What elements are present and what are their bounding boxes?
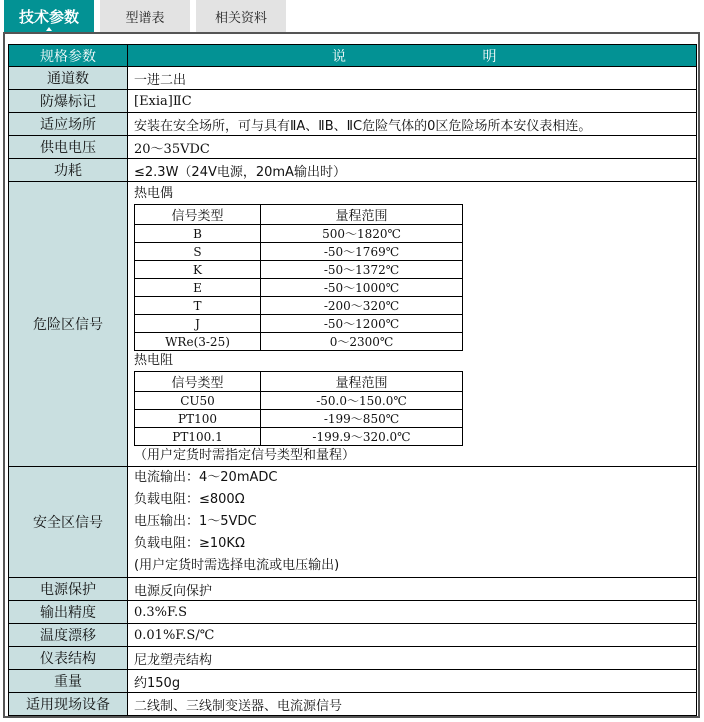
tab-label: 技术参数 — [18, 7, 79, 26]
hazard-note: （用户定货时需指定信号类型和量程） — [134, 448, 356, 463]
table-row: S -50～1769℃ — [135, 243, 463, 261]
table-row — [9, 113, 697, 136]
thermocouple-table: 信号类型 量程范围 B 500～1820℃ S -50～1769℃ K -50～1372℃ E -50～1000℃ T -200～320℃ J -50～1200℃ WRe(3-25) 0～2300℃ — [134, 204, 463, 351]
table-row: K -50～1372℃ — [135, 261, 463, 279]
row-key: 重量 — [9, 670, 128, 693]
row-key: 安全区信号 — [9, 467, 128, 578]
row-key: 通道数 — [9, 67, 128, 90]
table-row: T -200～320℃ — [135, 297, 463, 315]
table-row — [9, 647, 697, 670]
spec-table — [8, 44, 697, 716]
row-key: 功耗 — [9, 159, 128, 182]
hazard-value — [128, 182, 697, 467]
row-value: 尼龙塑壳结构 — [128, 647, 697, 670]
row-key: 适应场所 — [9, 113, 128, 136]
tab-label: 相关资料 — [214, 10, 267, 26]
table-row — [9, 624, 697, 647]
table-row — [9, 578, 697, 601]
table-row: B 500～1820℃ — [135, 225, 463, 243]
table-row: J -50～1200℃ — [135, 315, 463, 333]
table-row: PT100 -199～850℃ — [135, 410, 463, 428]
row-key: 输出精度 — [9, 601, 128, 624]
rtd-title: 热电阻 — [134, 353, 174, 368]
row-key: 防爆标记 — [9, 90, 128, 113]
row-value: [Exia]ⅡC — [128, 90, 697, 113]
table-row — [9, 67, 697, 90]
header-key: 规格参数 — [9, 45, 128, 67]
row-value: 二线制、三线制变送器、电流源信号 — [128, 693, 697, 716]
header-value: 说 明 — [128, 45, 697, 67]
hazard-row — [9, 182, 697, 467]
tab-tech-params[interactable] — [4, 0, 94, 32]
table-row: WRe(3-25) 0～2300℃ — [135, 333, 463, 351]
rtd-table: 信号类型 量程范围 CU50 -50.0～150.0℃ PT100 -199～850℃ PT100.1 -199.9～320.0℃ — [134, 371, 463, 446]
table-row — [9, 90, 697, 113]
table-row — [9, 159, 697, 182]
tab-related-docs[interactable] — [196, 0, 286, 32]
spec-header-row — [9, 45, 697, 67]
safe-value: 电流输出：4～20mADC 负载电阻：≤800Ω 电压输出：1～5VDC 负载电阻：≥10KΩ (用户定货时需选择电流或电压输出) — [128, 467, 697, 578]
spec-panel — [3, 32, 700, 718]
row-value: ≤2.3W（24V电源，20mA输出时） — [128, 159, 697, 182]
row-value: 0.01%F.S/℃ — [128, 624, 697, 647]
row-key: 危险区信号 — [9, 182, 128, 467]
tab-bar — [4, 0, 286, 32]
row-value: 约150g — [128, 670, 697, 693]
table-row — [9, 670, 697, 693]
table-row: CU50 -50.0～150.0℃ — [135, 392, 463, 410]
tab-label: 型谱表 — [125, 10, 165, 26]
safe-row — [9, 467, 697, 578]
row-value: 一进二出 — [128, 67, 697, 90]
row-key: 供电电压 — [9, 136, 128, 159]
table-row: PT100.1 -199.9～320.0℃ — [135, 428, 463, 446]
table-row — [9, 601, 697, 624]
table-row — [9, 693, 697, 716]
row-value: 0.3%F.S — [128, 601, 697, 624]
tab-model-spectrum[interactable] — [100, 0, 190, 32]
row-value: 电源反向保护 — [128, 578, 697, 601]
active-tab-caret-icon — [46, 27, 52, 31]
row-key: 温度漂移 — [9, 624, 128, 647]
thermocouple-title: 热电偶 — [134, 186, 174, 201]
row-key: 仪表结构 — [9, 647, 128, 670]
row-key: 适用现场设备 — [9, 693, 128, 716]
row-value: 安装在安全场所，可与具有ⅡA、ⅡB、ⅡC危险气体的0区危险场所本安仪表相连。 — [128, 113, 697, 136]
row-key: 电源保护 — [9, 578, 128, 601]
row-value: 20～35VDC — [128, 136, 697, 159]
table-row: E -50～1000℃ — [135, 279, 463, 297]
table-row — [9, 136, 697, 159]
